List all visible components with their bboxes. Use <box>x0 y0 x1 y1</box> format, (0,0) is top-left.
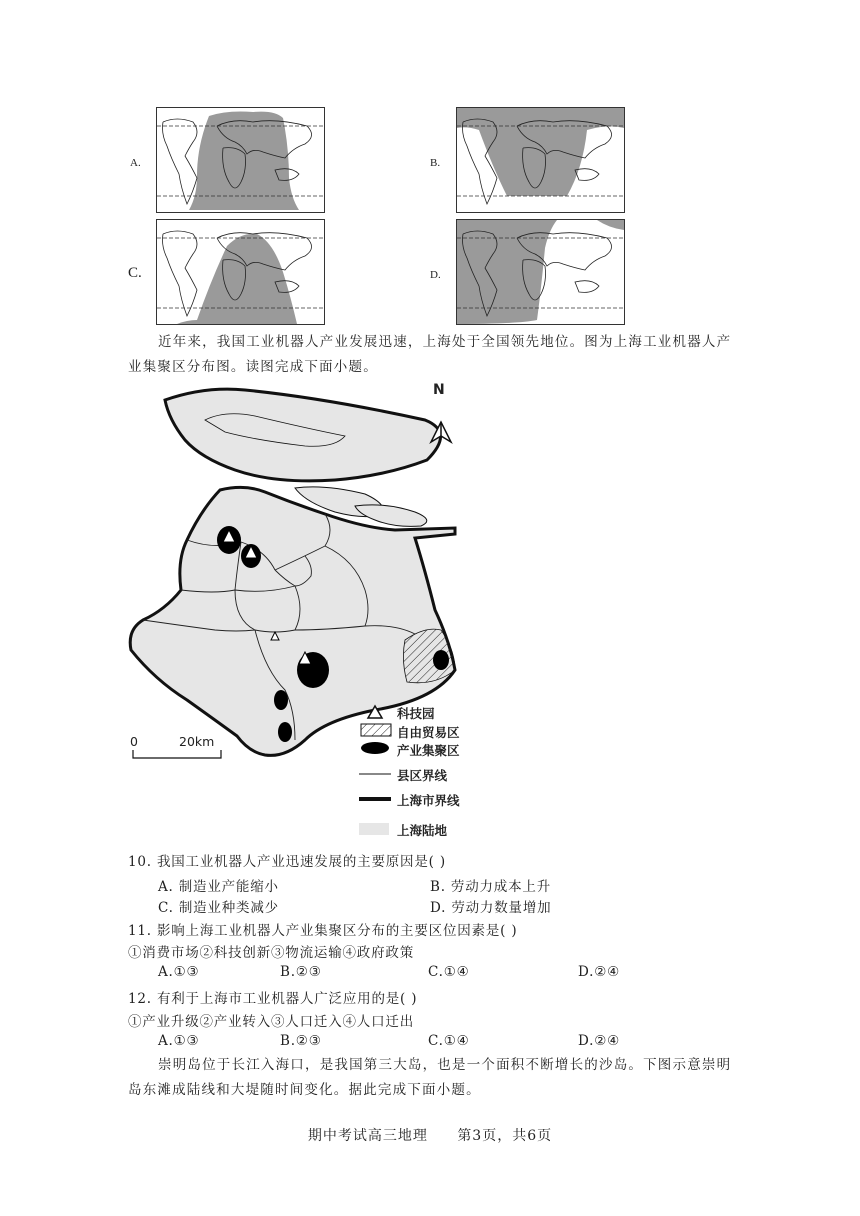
legend-free-trade: 自由贸易区 <box>397 725 460 740</box>
legend-tech-park: 科技园 <box>397 706 435 721</box>
north-label: N <box>433 382 445 398</box>
cluster-4 <box>274 690 288 710</box>
cluster-6 <box>433 650 449 670</box>
question-11-option-c: C.①④ <box>428 964 470 980</box>
footer-page-number: 第3页，共6页 <box>457 1128 553 1144</box>
question-11-option-d: D.②④ <box>578 964 621 980</box>
option-a-map <box>156 107 325 213</box>
option-b-map <box>456 107 625 213</box>
legend-cluster-icon <box>361 742 389 754</box>
option-c-map <box>156 219 325 325</box>
scale-zero: 0 <box>130 734 138 749</box>
footer-exam-title: 期中考试高三地理 <box>307 1128 428 1144</box>
question-12-stem: 12. 有利于上海市工业机器人广泛应用的是( ) <box>128 991 418 1007</box>
option-d-letter: D. <box>430 269 441 281</box>
page-footer <box>0 1125 860 1145</box>
option-c-letter: C. <box>128 265 142 281</box>
question-12-option-b: B.②③ <box>280 1033 322 1049</box>
hengsha-island <box>355 505 427 527</box>
legend-land-icon <box>359 823 389 835</box>
scale-distance: 20km <box>179 734 215 749</box>
question-12-option-a: A.①③ <box>158 1033 200 1049</box>
intro-text-2: 崇明岛位于长江入海口，是我国第三大岛，也是一个面积不断增长的沙岛。下图示意崇明岛东滩成陆线和大堤随时间变化。据此完成下面小题。 <box>128 1057 732 1098</box>
question-10-option-a: A. 制造业产能缩小 <box>158 879 279 895</box>
question-12-option-c: C.①④ <box>428 1033 470 1049</box>
question-10-stem: 10. 我国工业机器人产业迅速发展的主要原因是( ) <box>128 854 446 870</box>
intro-paragraph-1 <box>128 330 738 380</box>
option-d-map <box>456 219 625 325</box>
question-10-option-c: C. 制造业种类减少 <box>158 900 279 916</box>
legend-cluster: 产业集聚区 <box>397 743 460 758</box>
question-10-option-d: D. 劳动力数量增加 <box>430 900 552 916</box>
question-11-sub: ①消费市场②科技创新③物流运输④政府政策 <box>128 945 414 961</box>
legend-city-border: 上海市界线 <box>397 793 460 808</box>
shanghai-map <box>125 380 605 840</box>
scale-bar <box>133 750 221 758</box>
shanghai-map-svg <box>125 380 605 840</box>
legend-free-trade-icon <box>361 724 391 736</box>
question-11-option-b: B.②③ <box>280 964 322 980</box>
chongming-island <box>165 389 441 481</box>
question-10-option-b: B. 劳动力成本上升 <box>430 879 552 895</box>
cluster-5 <box>278 722 292 742</box>
question-11-option-a: A.①③ <box>158 964 200 980</box>
question-12-option-d: D.②④ <box>578 1033 621 1049</box>
intro-paragraph-2 <box>128 1053 738 1103</box>
question-11-stem: 11. 影响上海工业机器人产业集聚区分布的主要区位因素是( ) <box>128 923 518 939</box>
option-b-letter: B. <box>430 157 441 169</box>
legend-county-border: 县区界线 <box>397 768 448 783</box>
question-12-sub: ①产业升级②产业转入③人口迁入④人口迁出 <box>128 1014 414 1030</box>
intro-text-1: 近年来，我国工业机器人产业发展迅速，上海处于全国领先地位。图为上海工业机器人产业集聚区分布图。读图完成下面小题。 <box>128 334 732 375</box>
option-a-letter: A. <box>130 157 141 169</box>
legend-land: 上海陆地 <box>397 823 448 838</box>
